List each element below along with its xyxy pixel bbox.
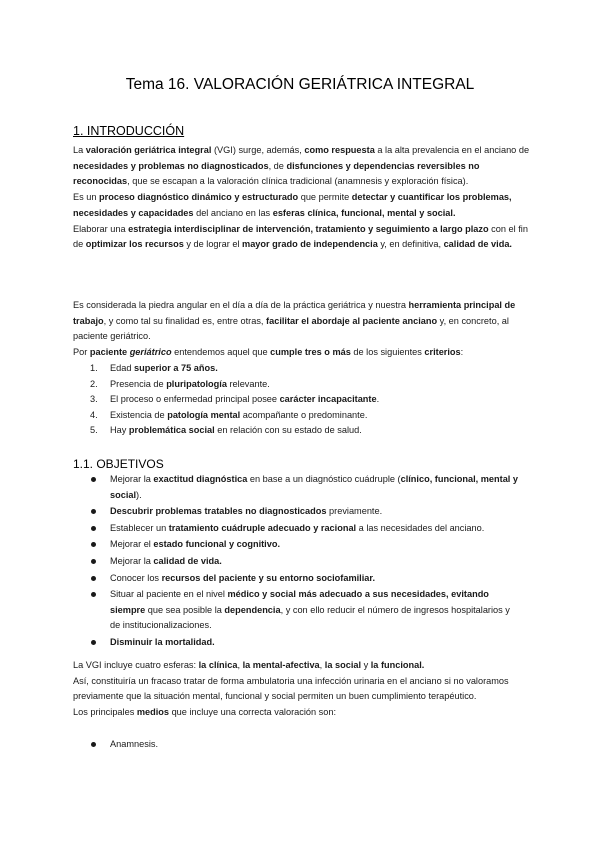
bullet-icon	[91, 559, 96, 564]
bullet-icon	[91, 477, 96, 482]
means-list	[90, 737, 520, 754]
paragraph-criteria-intro: Por paciente geriátrico entendemos aquel que cumple tres o más de los siguientes criterios:	[73, 347, 464, 358]
paragraph-strategy: Elaborar una estrategia interdisciplinar de intervención, tratamiento y seguimiento a largo plazo con el fin de optimizar los recursos y de lograr el mayor grado de independencia y, en definitiva, calidad de vida.	[73, 223, 528, 250]
paragraph-process: Es un proceso diagnóstico dinámico y estructurado que permite detectar y cuantificar los problemas, necesidades y capacidades del anciano en las esferas clínica, funcional, mental y social.	[73, 192, 512, 218]
list-item: Anamnesis.	[90, 737, 520, 753]
paragraph-example: Así, constituiría un fracaso tratar de forma ambulatoria una infección urinaria en el anciano si no valoramos previamente que la situación mental, funcional y social permiten un buen cumplimiento terapéutico.	[73, 675, 509, 702]
list-item: 4. Existencia de patología mental acompañante o predominante.	[90, 409, 368, 420]
paragraph-vgi-definition: La valoración geriátrica integral (VGI) surge, además, como respuesta a la alta prevalencia en el anciano de necesidades y problemas no diagnosticados, de disfunciones y dependencias reversibles no reconocidas, que se escapan a la valoración clínica tradicional (anamnesis y exploración física).	[73, 145, 530, 187]
list-item: 5. Hay problemática social en relación con su estado de salud.	[90, 425, 362, 436]
section-heading-objetivos: 1.1. OBJETIVOS	[73, 457, 164, 471]
geriatric-paragraphs	[73, 298, 535, 361]
bullet-icon	[91, 526, 96, 531]
paragraph-means-intro: Los principales medios que incluye una correcta valoración son:	[73, 707, 337, 718]
paragraph-cornerstone: Es considerada la piedra angular en el día a día de la práctica geriátrica y nuestra herramienta principal de trabajo, y como tal su finalidad es, entre otras, facilitar el abordaje al paciente anciano y, en concreto, al paciente geriátrico.	[73, 300, 516, 342]
criteria-list	[90, 361, 530, 439]
list-item: Mejorar la exactitud diagnóstica en base a un diagnóstico cuádruple (clínico, funcional, mental y social).	[90, 472, 520, 503]
bullet-icon	[91, 509, 96, 514]
page-title: Tema 16. VALORACIÓN GERIÁTRICA INTEGRAL	[125, 76, 475, 93]
list-item: 1. Edad superior a 75 años.	[90, 363, 218, 373]
objectives-list	[90, 472, 520, 652]
bullet-icon	[91, 592, 96, 597]
list-item: Mejorar el estado funcional y cognitivo.	[90, 537, 520, 553]
list-item: Situar al paciente en el nivel médico y social más adecuado a sus necesidades, evitando siempre que sea posible la dependencia, y con ello reducir el número de ingresos hospitalarios y de institucionalizaciones.	[90, 587, 520, 634]
bullet-icon	[91, 576, 96, 581]
list-item: Descubrir problemas tratables no diagnosticados previamente.	[90, 504, 520, 520]
bullet-icon	[91, 640, 96, 645]
list-item: Disminuir la mortalidad.	[90, 635, 520, 651]
section-heading-introduccion: 1. INTRODUCCIÓN	[73, 124, 185, 138]
vgi-spheres-paragraphs	[73, 658, 535, 721]
list-item: Mejorar la calidad de vida.	[90, 554, 520, 570]
bullet-icon	[91, 542, 96, 547]
list-item: 3. El proceso o enfermedad principal posee carácter incapacitante.	[90, 394, 380, 405]
bullet-icon	[91, 742, 96, 747]
list-item: Establecer un tratamiento cuádruple adecuado y racional a las necesidades del anciano.	[90, 521, 520, 537]
list-item: Conocer los recursos del paciente y su entorno sociofamiliar.	[90, 571, 520, 587]
paragraph-spheres: La VGI incluye cuatro esferas: la clínica, la mental-afectiva, la social y la funcional.	[73, 660, 425, 670]
intro-paragraphs	[73, 143, 535, 253]
list-item: 2. Presencia de pluripatología relevante.	[90, 378, 270, 389]
